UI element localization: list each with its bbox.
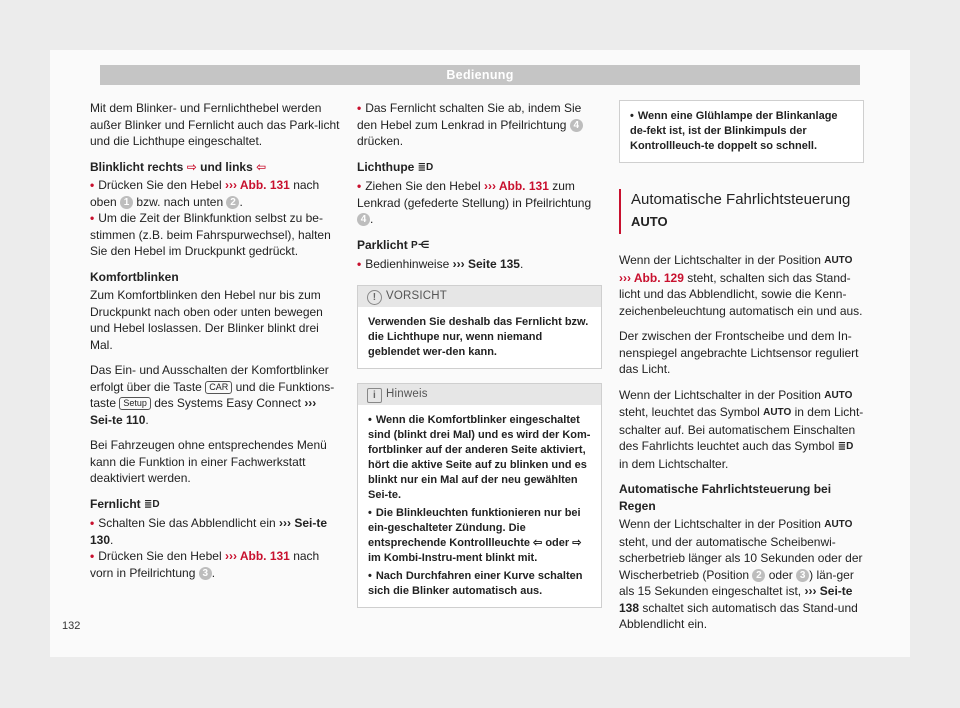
- intro-paragraph: Mit dem Blinker- und Fernlichthebel werden außer Blinker und Fernlicht auch das Park-licht und die Lichthupe eingeschaltet.: [90, 101, 340, 148]
- page-header: Bedienung: [100, 65, 860, 85]
- position-number: 2: [752, 569, 765, 582]
- low-beam-icon: ≣D: [837, 441, 854, 452]
- info-icon: i: [367, 388, 382, 403]
- list-item: • Die Blinkleuchten funktionieren nur bei ein-geschalteter Zündung. Die entsprechende Kontrollleuchte ⇦ oder ⇨ im Kombi-Instru-ment blinkt mit.: [368, 506, 582, 564]
- hint-header: i Hinweis: [358, 384, 601, 405]
- caution-text: Verwenden Sie deshalb das Fernlicht bzw. die Lichthupe nur, wenn niemand geblendet wer-den kann.: [368, 315, 589, 358]
- column-3: [619, 100, 864, 642]
- regen-heading: Automatische Fahrlichtsteuerung bei Regen: [619, 482, 832, 513]
- list-item: • Schalten Sie das Abblendlicht ein ››› Sei-te 130.: [90, 516, 328, 547]
- high-beam-icon: ≣D: [417, 161, 434, 173]
- bullet-icon: •: [90, 549, 95, 563]
- position-number: 3: [796, 569, 809, 582]
- komfort-paragraph: Zum Komfortblinken den Hebel nur bis zum Druckpunkt nach oben oder unten bewegen und Hebel loslassen. Der Blinker blinkt drei Mal.: [90, 288, 323, 352]
- note-box: [619, 100, 864, 163]
- position-number: 2: [226, 196, 239, 209]
- list-item: • Nach Durchfahren einer Kurve schalten sich die Blinker automatisch aus.: [368, 569, 583, 597]
- page-link[interactable]: ››› Seite 135: [452, 257, 520, 271]
- page-link[interactable]: ››› Sei-te 110: [90, 396, 317, 427]
- ein-aus-paragraph: Das Ein- und Ausschalten der Komfortblinker erfolgt über die Taste CAR und die Funktions-taste Setup des Systems Easy Connect ››› Sei-te 110.: [90, 363, 335, 427]
- caution-header: ! VORSICHT: [358, 286, 601, 307]
- arrow-right-icon: ⇨: [186, 159, 197, 174]
- arrow-left-icon: ⇦: [533, 536, 543, 549]
- list-item: • Wenn die Komfortblinker eingeschaltet sind (blinkt drei Mal) und es wird der Kom-fortblinker auf der anderen Seite aktiviert, hört die aktive Seite auf zu blinken und es blinkt nur ein Mal auf der neu gewählten Sei-te.: [368, 413, 591, 501]
- caution-box: [357, 285, 602, 369]
- hint-box: [357, 383, 602, 608]
- page-link[interactable]: ››› Sei-te 138: [619, 584, 853, 615]
- arrow-right-icon: ⇨: [572, 536, 582, 549]
- bullet-icon: •: [357, 101, 362, 115]
- auto-icon: AUTO: [631, 214, 668, 229]
- list-item: • Das Fernlicht schalten Sie ab, indem Sie den Hebel zum Lenkrad in Pfeilrichtung 4 drücken.: [357, 101, 582, 148]
- bullet-icon: •: [357, 257, 362, 271]
- parking-light-icon: P⋲: [411, 239, 430, 251]
- list-item: • Drücken Sie den Hebel ››› Abb. 131 nach oben 1 bzw. nach unten 2 .: [90, 178, 320, 209]
- auto-icon: AUTO: [824, 255, 853, 266]
- auto-paragraph-4: Wenn der Lichtschalter in der Position AUTO steht, und der automatische Scheibenwi-scherbetrieb länger als 10 Sekunden oder der Wischerbetrieb (Position 2 oder 3 ) län-ger als 15 Sekunden eingeschaltet ist, ››› Sei-te 138 schaltet sich automatisch das Stand-und Abblendlicht ein.: [619, 517, 863, 631]
- position-number: 1: [120, 196, 133, 209]
- position-number: 4: [570, 119, 583, 132]
- lichthupe-heading: Lichthupe ≣D: [357, 159, 602, 177]
- bullet-icon: •: [90, 516, 95, 530]
- list-item: • Um die Zeit der Blinkfunktion selbst zu be-stimmen (z.B. beim Fahrspurwechsel), halten Sie den Hebel im Druckpunkt gedrückt.: [90, 211, 331, 258]
- auto-paragraph-2: Der zwischen der Frontscheibe und dem In-nenspiegel angebrachte Lichtsensor reguliert das Licht.: [619, 329, 859, 376]
- auto-paragraph-3: Wenn der Lichtschalter in der Position AUTO steht, leuchtet das Symbol AUTO in dem Licht-schalter auf. Bei automatischem Einschalten des Fahrlichts leuchtet auch das Symbol ≣D in dem Lichtschalter.: [619, 387, 864, 471]
- list-item: • Bedienhinweise ››› Seite 135.: [357, 257, 524, 271]
- bullet-icon: •: [90, 178, 95, 192]
- fahrzeuge-paragraph: Bei Fahrzeugen ohne entsprechendes Menü kann die Funktion in einer Fachwerkstatt deaktiviert werden.: [90, 438, 327, 485]
- blinklicht-heading: Blinklicht rechts ⇨ und links ⇦: [90, 159, 267, 174]
- caution-icon: !: [367, 290, 382, 305]
- position-number: 4: [357, 213, 370, 226]
- section-title: Automatische Fahrlichtsteuerung AUTO: [619, 189, 864, 234]
- setup-key: Setup: [119, 397, 151, 410]
- auto-icon: AUTO: [763, 407, 792, 418]
- auto-icon: AUTO: [824, 389, 853, 401]
- hint-body: [358, 405, 601, 607]
- auto-paragraph-1: Wenn der Lichtschalter in der Position AUTO ››› Abb. 129 steht, schalten sich das Stand-licht und das Abblendlicht, sowie die Kenn-zeichenbeleuchtung automatisch ein und aus.: [619, 253, 863, 318]
- manual-page: [50, 50, 910, 657]
- page-number: 132: [62, 620, 81, 632]
- figure-link[interactable]: ››› Abb. 129: [619, 270, 684, 285]
- figure-link[interactable]: ››› Abb. 131: [483, 179, 549, 193]
- parklicht-heading: Parklicht P⋲: [357, 237, 602, 255]
- bullet-icon: •: [90, 211, 95, 225]
- bullet-icon: •: [368, 506, 372, 519]
- list-item: • Ziehen Sie den Hebel ››› Abb. 131 zum Lenkrad (gefederte Stellung) in Pfeilrichtung 4 .: [357, 179, 592, 226]
- column-1: [90, 100, 340, 581]
- auto-icon: AUTO: [824, 519, 853, 530]
- bullet-icon: •: [357, 179, 362, 193]
- position-number: 3: [199, 567, 212, 580]
- bullet-icon: •: [368, 569, 372, 582]
- bullet-icon: •: [630, 110, 634, 122]
- column-2: [357, 100, 602, 622]
- list-item: • Drücken Sie den Hebel ››› Abb. 131 nach vorn in Pfeilrichtung 3 .: [90, 549, 320, 580]
- figure-link[interactable]: ››› Abb. 131: [224, 549, 290, 563]
- high-beam-icon: ≣D: [144, 498, 160, 510]
- car-key: CAR: [205, 381, 232, 394]
- page-link[interactable]: ››› Sei-te 130: [90, 516, 328, 547]
- arrow-left-icon: ⇦: [256, 159, 267, 174]
- list-item: • Wenn eine Glühlampe der Blinkanlage de-fekt ist, ist der Blinkimpuls der Kontrollleuch-te doppelt so schnell.: [630, 110, 838, 152]
- bullet-icon: •: [368, 413, 372, 426]
- fernlicht-heading: Fernlicht ≣D: [90, 496, 340, 514]
- komfortblinken-heading: Komfortblinken: [90, 269, 179, 284]
- note-body: [620, 101, 863, 162]
- figure-link[interactable]: ››› Abb. 131: [224, 178, 290, 192]
